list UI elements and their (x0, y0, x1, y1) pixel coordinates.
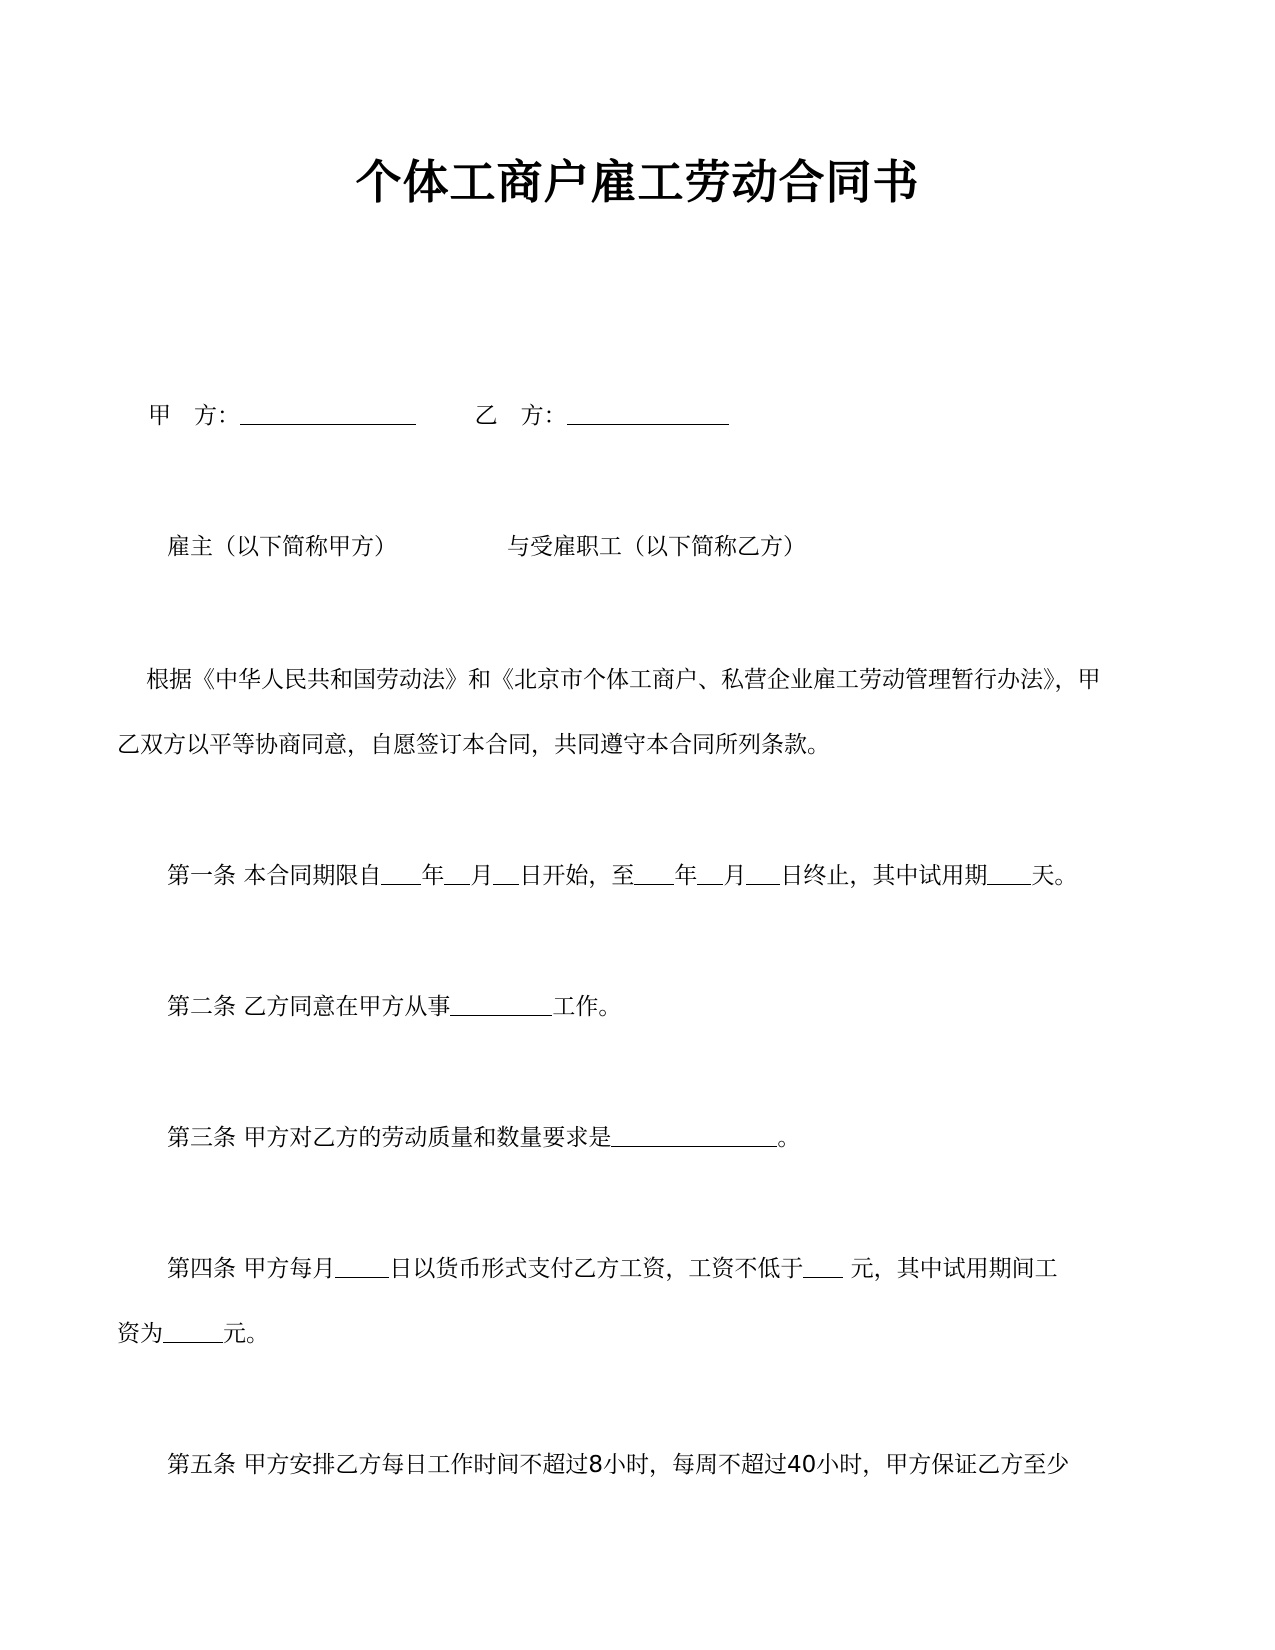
article-1-text: 日终止，其中试用期 (780, 863, 988, 889)
article-1-text: 年 (421, 863, 445, 889)
blank (163, 1320, 223, 1343)
article-2-text: 乙方同意在甲方从事 (243, 994, 451, 1020)
article-1-text: 月 (470, 863, 494, 889)
intro-row (167, 531, 806, 563)
article-4-label: 第四条 (167, 1256, 236, 1282)
blank (634, 862, 674, 885)
blank (450, 993, 552, 1016)
article-4-text: 甲方每月 (243, 1256, 336, 1282)
article-3-text: 甲方对乙方的劳动质量和数量要求是 (243, 1125, 612, 1151)
article-1-label: 第一条 (167, 863, 236, 889)
article-4-text: 元，其中试用期间工 (843, 1256, 1058, 1282)
article-1 (167, 860, 1077, 892)
article-2-text: 工作。 (552, 994, 622, 1020)
blank (335, 1255, 389, 1278)
article-4-text: 元。 (223, 1321, 269, 1347)
blank (697, 862, 723, 885)
article-5-label: 第五条 (167, 1452, 236, 1478)
blank (803, 1255, 843, 1278)
employee-text: 与受雇职工（以下简称乙方） (507, 534, 806, 560)
blank (746, 862, 780, 885)
article-4-text: 资为 (117, 1321, 163, 1347)
article-1-text: 本合同期限自 (243, 863, 382, 889)
article-5-text: 甲方安排乙方每日工作时间不超过8小时，每周不超过40小时，甲方保证乙方至少 (243, 1452, 1070, 1478)
article-3 (167, 1122, 800, 1154)
article-1-text: 日开始，至 (519, 863, 635, 889)
article-1-text: 月 (723, 863, 747, 889)
party-a-label: 甲 方： (148, 403, 240, 429)
party-a-blank (240, 402, 416, 425)
blank (987, 862, 1031, 885)
blank (493, 862, 519, 885)
parties-row (148, 400, 729, 432)
preamble-line-2: 乙双方以平等协商同意，自愿签订本合同，共同遵守本合同所列条款。 (117, 732, 830, 758)
document-title: 个体工商户雇工劳动合同书 (355, 155, 920, 209)
blank (381, 862, 421, 885)
preamble-line-1: 根据《中华人民共和国劳动法》和《北京市个体工商户、私营企业雇工劳动管理暂行办法》，甲 (146, 667, 1101, 693)
article-1-text: 天。 (1031, 863, 1078, 889)
blank (444, 862, 470, 885)
employer-text: 雇主（以下简称甲方） (167, 534, 397, 560)
party-b-label: 乙 方： (474, 403, 567, 429)
party-b-blank (567, 402, 729, 425)
blank (611, 1124, 777, 1147)
article-4 (167, 1253, 1058, 1285)
article-2-label: 第二条 (167, 994, 236, 1020)
article-3-label: 第三条 (167, 1125, 236, 1151)
article-3-text: 。 (777, 1125, 801, 1151)
article-4-text: 日以货币形式支付乙方工资，工资不低于 (389, 1256, 804, 1282)
article-1-text: 年 (674, 863, 698, 889)
article-5 (167, 1449, 1069, 1481)
article-4-continued (117, 1318, 269, 1350)
article-2 (167, 991, 621, 1023)
